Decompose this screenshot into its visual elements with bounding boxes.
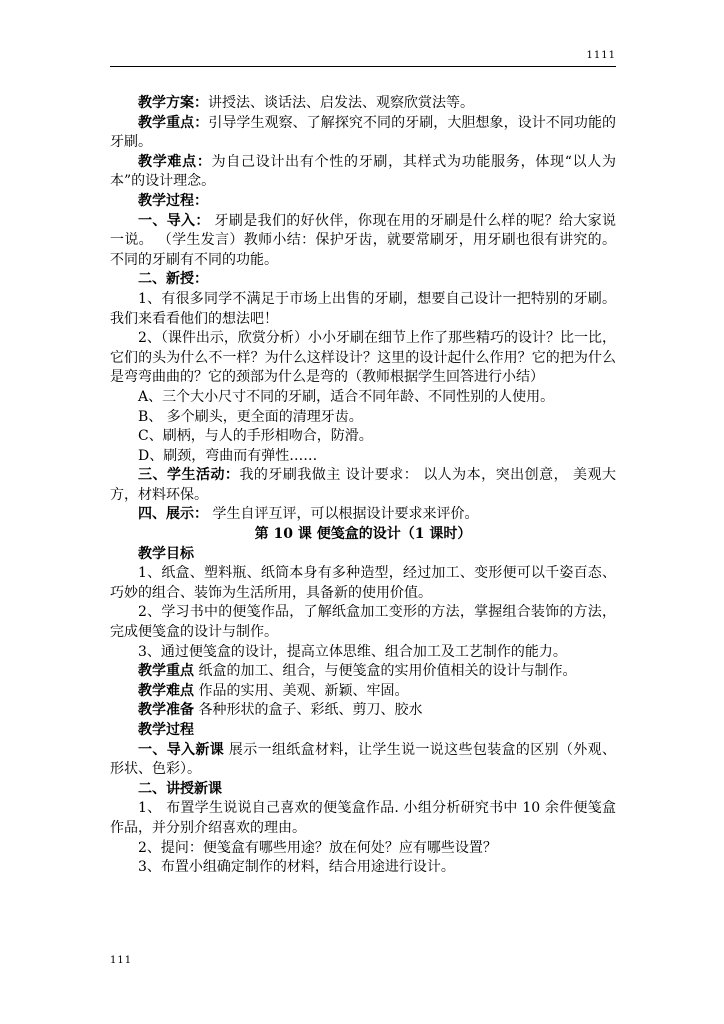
lesson-10-teach-item-3: 3、布置小组确定制作的材料，结合用途进行设计。 — [138, 859, 455, 876]
intro-section — [110, 212, 616, 271]
student-activity-label: 三、学生活动： — [138, 467, 240, 484]
intro-text: 牙刷是我们的好伙伴，你现在用的牙刷是什么样的呢？给大家说一说。 （学生发言）教师小结：保护牙齿，就要常刷牙，用牙刷也很有讲究的。不同的牙刷有不同的功能。 — [110, 212, 616, 268]
header-page-number: 1111 — [586, 50, 616, 61]
teaching-focus — [110, 114, 616, 153]
lesson-10-goal-2: 2、学习书中的便笺作品，了解纸盒加工变形的方法，掌握组合装饰的方法，完成便笺盒的设计与制作。 — [110, 604, 616, 641]
document-body — [110, 94, 616, 878]
teaching-plan-label: 教学方案： — [138, 95, 208, 111]
new-item-1: 1、有很多同学不满足于市场上出售的牙刷，想要自己设计一把特别的牙刷。我们来看看他们的想法吧！ — [110, 290, 616, 327]
teaching-focus-text: 引导学生观察、了解探究不同的牙刷，大胆想象，设计不同功能的牙刷。 — [110, 114, 617, 151]
teaching-plan-text: 讲授法、谈话法、启发法、观察欣赏法等。 — [208, 95, 474, 111]
showcase-text: 学生自评互评，可以根据设计要求来评价。 — [208, 506, 479, 523]
teaching-plan — [110, 94, 616, 114]
lesson-10-intro-text: 展示一组纸盒材料，让学生说一说这些包装盒的区别（外观、形状、色彩）。 — [110, 741, 617, 778]
lesson-10-teach-heading: 二、讲授新课 — [138, 780, 222, 797]
lesson-10-focus-label: 教学重点 — [138, 663, 194, 680]
lesson-10-prep-text: 各种形状的盒子、彩纸、剪刀、胶水 — [194, 702, 423, 719]
lesson-10-goals-heading: 教学目标 — [138, 545, 194, 562]
process-heading: 教学过程： — [138, 192, 208, 209]
lesson-10-focus-text: 纸盒的加工、组合，与便笺盒的实用价值相关的设计与制作。 — [194, 663, 577, 680]
teaching-difficulty — [110, 153, 616, 192]
new-item-2: 2、（课件出示，欣赏分析）小小牙刷在细节上作了那些精巧的设计？比一比，它们的头为什么不一样？为什么这样设计？这里的设计起什么作用？它的把为什么是弯弯曲曲的？它的颈部为什么是弯的（教师根据学生回答进行小结） — [110, 330, 616, 386]
teaching-focus-label: 教学重点： — [138, 114, 209, 131]
lesson-10-difficulty — [110, 682, 616, 702]
new-item-a: A、三个大小尺寸不同的牙刷，适合不同年龄、不同性别的人使用。 — [138, 388, 555, 405]
lesson-10-difficulty-label: 教学难点 — [138, 682, 194, 699]
footer-page-number: 111 — [110, 955, 133, 966]
lesson-10-focus — [110, 662, 616, 682]
teaching-difficulty-text: 为自己设计出有个性的牙刷，其样式为功能服务，体现“以人为本”的设计理念。 — [110, 153, 617, 190]
lesson-10-intro-label: 一、导入新课 — [138, 741, 225, 758]
lesson-10-goal-3: 3、通过便笺盒的设计，提高立体思维、组合加工及工艺制作的能力。 — [138, 643, 567, 660]
new-item-c: C、刷柄，与人的手形相吻合，防滑。 — [138, 428, 373, 445]
lesson-10-goal-1: 1、纸盒、塑料瓶、纸筒本身有多种造型，经过加工、变形便可以千姿百态、巧妙的组合、装饰为生活所用，具备新的使用价值。 — [110, 565, 616, 601]
new-teaching-heading: 二、新授： — [138, 271, 208, 288]
new-item-b: B、 多个刷头，更全面的清理牙齿。 — [138, 408, 363, 425]
showcase-label: 四、展示： — [138, 506, 208, 523]
showcase — [110, 505, 616, 525]
header-rule — [110, 66, 616, 67]
student-activity-text: 我的牙刷我做主 设计要求： 以人为本，突出创意， 美观大方，材料环保。 — [110, 467, 617, 503]
lesson-10-title: 第 10 课 便笺盒的设计（1 课时） — [254, 526, 472, 543]
lesson-10-teach-item-1: 1、 布置学生说说自己喜欢的便笺盒作品. 小组分析研究书中 10 余件便笺盒作品，并分别介绍喜欢的理由。 — [110, 800, 616, 836]
lesson-10-process-heading: 教学过程 — [138, 722, 194, 738]
lesson-10-difficulty-text: 作品的实用、美观、新颖、牢固。 — [194, 682, 409, 699]
student-activity — [110, 466, 616, 505]
teaching-difficulty-label: 教学难点： — [138, 153, 212, 170]
lesson-10-intro — [110, 741, 616, 780]
lesson-10-teach-item-2: 2、提问：便笺盒有哪些用途？放在何处？应有哪些设置？ — [138, 839, 497, 856]
intro-label: 一、导入： — [138, 212, 210, 229]
new-item-d: D、刷颈，弯曲而有弹性…… — [138, 447, 318, 464]
lesson-10-prep — [110, 701, 616, 721]
lesson-10-prep-label: 教学准备 — [138, 702, 194, 719]
